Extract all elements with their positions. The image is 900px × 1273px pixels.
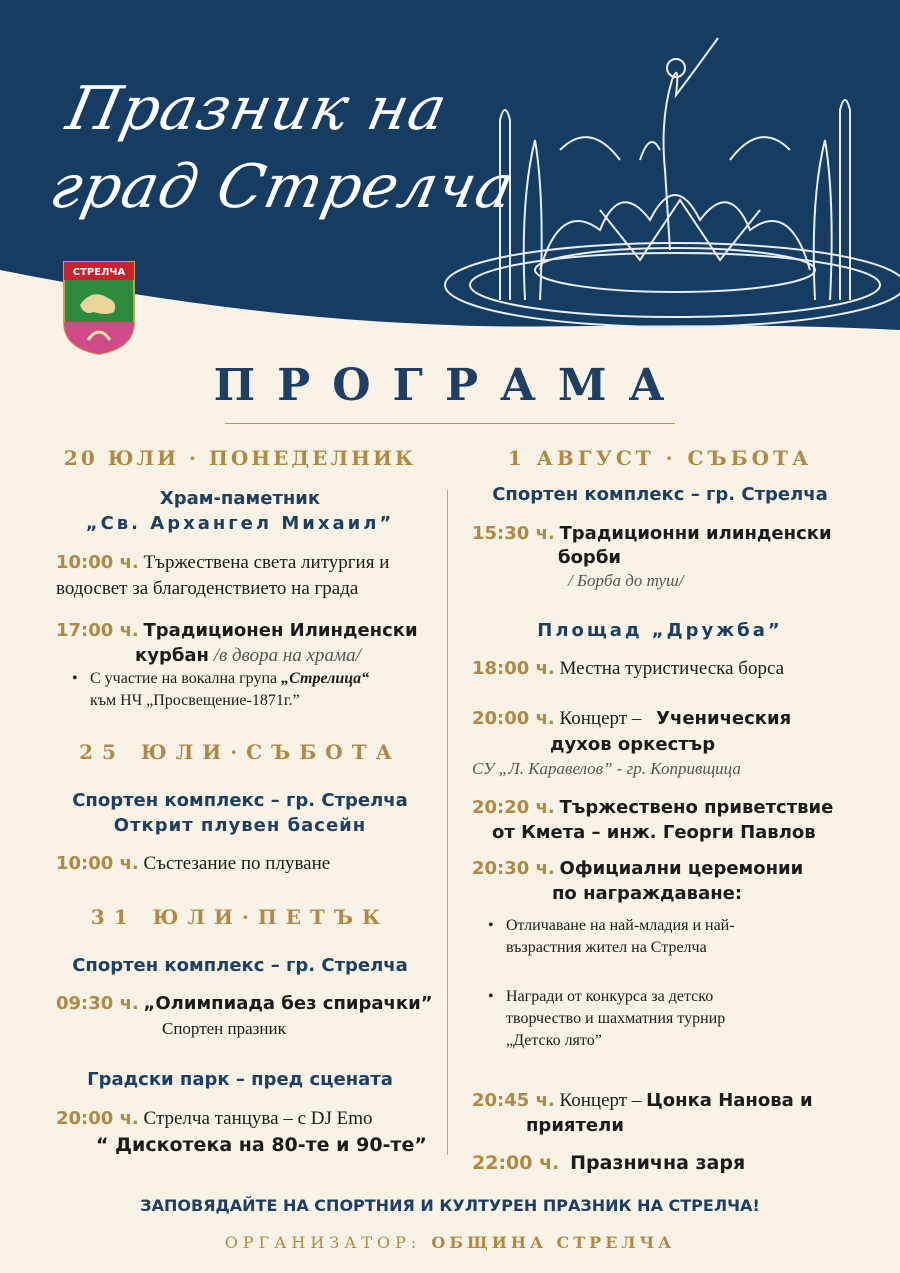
event-text: Местна туристическа борса: [559, 658, 785, 679]
event-orchestra-school: СУ „Л. Каравелов” - гр. Копривщица: [472, 759, 741, 778]
footer-organizer: [0, 1233, 900, 1252]
title-script: [43, 70, 538, 226]
event-swimming: [56, 853, 330, 875]
event-title: Официални церемонии: [559, 858, 804, 879]
event-time: 09:30 ч.: [56, 993, 139, 1014]
event-time: 17:00 ч.: [56, 620, 139, 641]
event-text: Състезание по плуване: [143, 853, 331, 874]
event-awards-cont: по награждаване:: [552, 883, 743, 904]
event-time: 20:00 ч.: [56, 1108, 139, 1129]
title-line-2: град Стрелча: [44, 152, 521, 222]
event-awards: [472, 858, 803, 880]
event-wrestling: [472, 523, 832, 545]
event-text: Стрелча танцува – с DJ Emo: [143, 1108, 373, 1129]
bullet-text-cont: възрастния жител на Стрелча: [506, 939, 707, 956]
program-title: ПРОГРАМА: [213, 360, 687, 411]
footer-invite: ЗАПОВЯДАЙТЕ НА СПОРТНИЯ И КУЛТУРЕН ПРАЗНИК НА СТРЕЛЧА!: [140, 1196, 760, 1215]
day-title-july25: 25 ЮЛИ·СЪБОТА: [79, 740, 401, 764]
day-title-july20: 20 ЮЛИ · ПОНЕДЕЛНИК: [63, 446, 417, 470]
event-text: Тържествена света литургия и: [143, 552, 390, 573]
event-title: Традиционен Илинденски: [143, 620, 418, 641]
organizer-name: ОБЩИНА СТРЕЛЧА: [431, 1233, 676, 1252]
event-title: „Олимпиада без спирачки”: [143, 993, 433, 1014]
event-concert-tsonka-cont: приятели: [526, 1115, 624, 1136]
event-dance: [56, 1108, 373, 1130]
venue-sports-complex-3: Спортен комплекс – гр. Стрелча: [492, 484, 828, 505]
event-time: 18:00 ч.: [472, 658, 555, 679]
event-text: Концерт –: [559, 1090, 642, 1111]
bullet-text-cont: „Детско лято”: [506, 1032, 602, 1049]
venue-church-line1: Храм-паметник: [159, 488, 321, 509]
event-time: 10:00 ч.: [56, 552, 139, 573]
event-time: 20:45 ч.: [472, 1090, 555, 1111]
event-title: Традиционни илинденски: [559, 523, 832, 544]
group-name: „Стрелица“: [281, 670, 370, 687]
event-title: курбан: [135, 645, 209, 666]
bullet-text: Отличаване на най-младия и най-: [506, 917, 735, 934]
event-title: Ученическия: [656, 708, 792, 729]
organizer-label: ОРГАНИЗАТОР:: [224, 1233, 422, 1252]
event-text: Концерт –: [559, 708, 642, 729]
venue-pool: Открит плувен басейн: [113, 815, 367, 836]
event-liturgy: [56, 552, 389, 574]
venue-sports-complex-2: Спортен комплекс – гр. Стрелча: [72, 955, 408, 976]
event-time: 20:20 ч.: [472, 797, 555, 818]
event-disco: “ Дискотека на 80-те и 90-те”: [96, 1134, 427, 1156]
event-concert-orchestra-cont: духов оркестър: [550, 734, 716, 755]
event-time: 10:00 ч.: [56, 853, 139, 874]
event-time: 22:00 ч.: [472, 1152, 560, 1174]
bullet-text-cont: към НЧ „Просвещение-1871г.”: [90, 692, 300, 709]
column-divider: [447, 490, 448, 1155]
event-kurban-cont: [135, 645, 361, 667]
svg-text:СТРЕЛЧА: СТРЕЛЧА: [72, 267, 126, 278]
bullet-vocal-group: [90, 668, 369, 712]
event-wrestling-note: / Борба до туш/: [568, 571, 684, 590]
event-olympiad-sub: Спортен празник: [162, 1019, 286, 1038]
coat-of-arms-logo: [62, 260, 136, 356]
venue-city-park: Градски парк – пред сцената: [87, 1069, 393, 1090]
event-note: /в двора на храма/: [213, 645, 361, 666]
event-concert-orchestra: [472, 708, 791, 730]
divider: [225, 423, 675, 424]
venue-sports-complex: Спортен комплекс – гр. Стрелча: [72, 790, 408, 811]
venue-church-line2: „Св. Архангел Михаил”: [85, 513, 395, 534]
event-greeting: [472, 797, 833, 819]
bullet-text: Награди от конкурса за детско: [506, 988, 714, 1005]
event-greeting-cont: от Кмета – инж. Георги Павлов: [492, 822, 816, 843]
event-wrestling-cont: борби: [558, 547, 621, 568]
bullet-text-cont: творчество и шахматния турнир: [506, 1010, 726, 1027]
event-fireworks: [472, 1152, 745, 1175]
event-kurban: [56, 620, 418, 642]
event-time: 20:30 ч.: [472, 858, 555, 879]
event-tourist-fair: [472, 658, 784, 680]
event-time: 20:00 ч.: [472, 708, 555, 729]
bullet-oldest-youngest: [506, 915, 735, 959]
day-title-july31: 31 ЮЛИ·ПЕТЪК: [90, 905, 390, 929]
event-concert-tsonka: [472, 1090, 813, 1112]
event-time: 15:30 ч.: [472, 523, 555, 544]
bullet-contest-awards: [506, 986, 725, 1052]
venue-square: Площад „Дружба”: [537, 620, 783, 641]
event-title: Тържествено приветствие: [559, 797, 834, 818]
title-line-1: Празник на: [60, 74, 454, 144]
event-liturgy-cont: водосвет за благоденствието на града: [56, 578, 359, 599]
event-title: Празнична заря: [570, 1152, 746, 1174]
event-title: Цонка Нанова и: [646, 1090, 813, 1111]
day-title-aug1: 1 АВГУСТ · СЪБОТА: [507, 446, 813, 470]
bullet-text: С участие на вокална група: [90, 670, 282, 687]
event-olympiad: [56, 993, 433, 1015]
